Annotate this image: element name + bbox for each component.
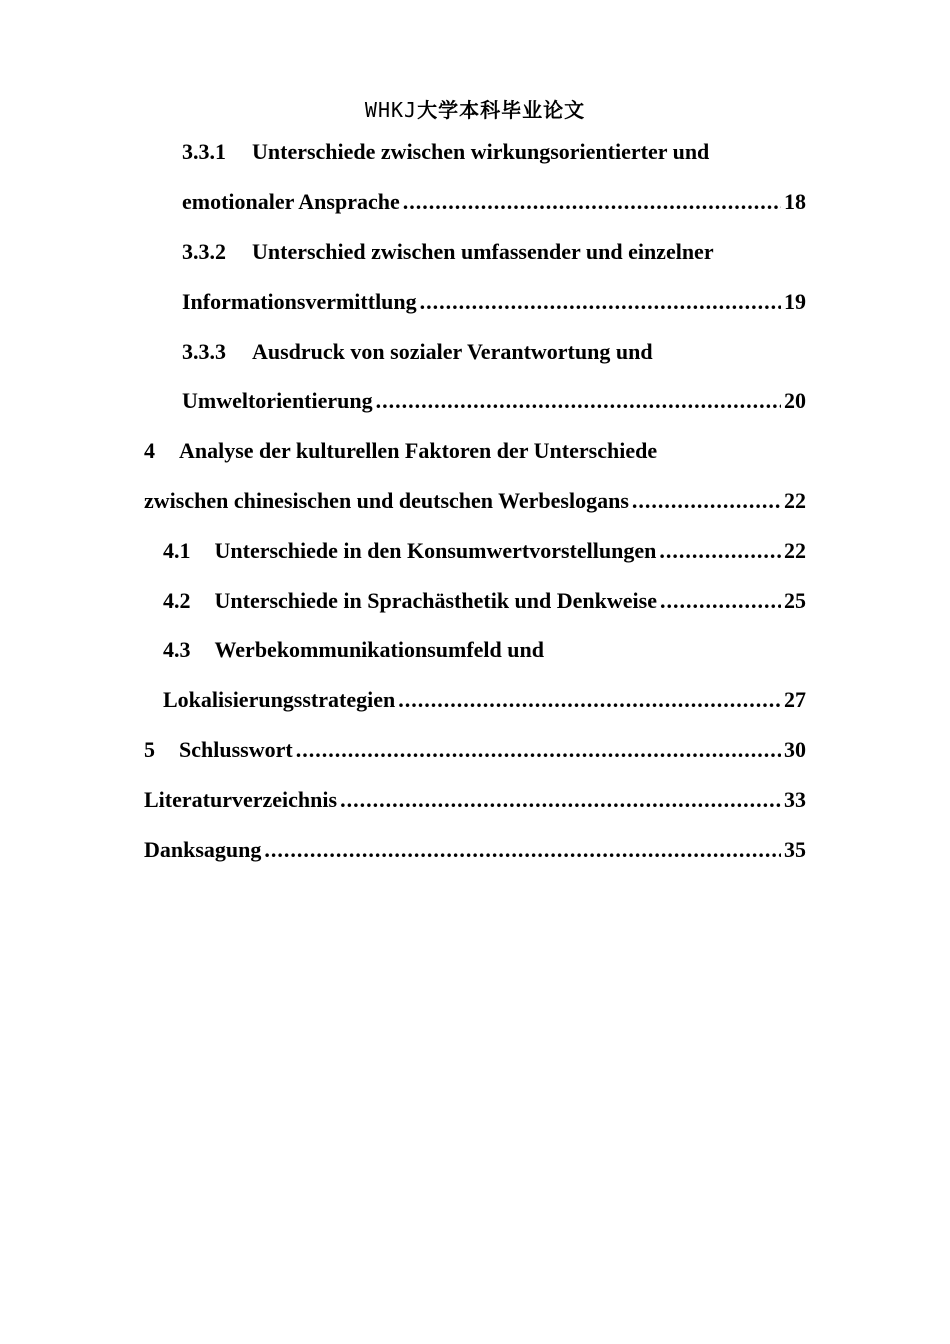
toc-title: Danksagung (144, 837, 262, 862)
toc-number: 4.3 (163, 637, 191, 662)
toc-leader-dots (398, 680, 781, 720)
toc-leader-dots (403, 182, 781, 222)
toc-title: Unterschiede in Sprachästhetik und Denkweise (214, 588, 657, 613)
toc-leader-dots (660, 581, 781, 621)
toc-title: Informationsvermittlung (182, 289, 417, 314)
toc-leader-dots (264, 830, 781, 870)
toc-title: Umweltorientierung (182, 388, 373, 413)
toc-page-number: 18 (784, 189, 806, 214)
toc-page-number: 19 (784, 289, 806, 314)
toc-title: Ausdruck von sozialer Verantwortung und (252, 339, 653, 364)
toc-title: Werbekommunikationsumfeld und (214, 637, 544, 662)
toc-number: 3.3.3 (182, 339, 226, 364)
toc-leader-dots (420, 282, 781, 322)
toc-leader-dots (632, 481, 781, 521)
toc-title: Unterschied zwischen umfassender und einzelner (252, 239, 714, 264)
toc-entry-3-3-2-line1[interactable] (182, 232, 714, 272)
toc-entry-4-2[interactable] (163, 581, 806, 621)
toc-entry-4-1[interactable] (163, 531, 806, 571)
toc-page-number: 22 (784, 488, 806, 513)
toc-entry-4-line1[interactable] (144, 431, 657, 471)
toc-title: Unterschiede in den Konsumwertvorstellungen (214, 538, 657, 563)
toc-leader-dots (376, 381, 781, 421)
toc-page-number: 25 (784, 588, 806, 613)
toc-entry-3-3-3-line1[interactable] (182, 332, 653, 372)
toc-title: Schlusswort (179, 737, 293, 762)
toc-entry-3-3-3-line2[interactable] (182, 381, 806, 421)
toc-entry-5[interactable] (144, 730, 806, 770)
toc-page-number: 22 (784, 538, 806, 563)
toc-number: 4 (144, 438, 155, 463)
toc-title: Unterschiede zwischen wirkungsorientierter und (252, 139, 710, 164)
toc-page-number: 27 (784, 687, 806, 712)
toc-entry-4-line2[interactable] (144, 481, 806, 521)
toc-entry-3-3-2-line2[interactable] (182, 282, 806, 322)
toc-entry-4-3-line1[interactable] (163, 630, 544, 670)
toc-entry-3-3-1-line1[interactable] (182, 132, 709, 172)
toc-title: emotionaler Ansprache (182, 189, 400, 214)
toc-leader-dots (296, 730, 781, 770)
header-chinese: 大学本科毕业论文 (417, 98, 586, 122)
toc-number: 3.3.2 (182, 239, 226, 264)
toc-page-number: 20 (784, 388, 806, 413)
page-header (0, 94, 950, 123)
toc-number: 5 (144, 737, 155, 762)
toc-title: Literaturverzeichnis (144, 787, 338, 812)
toc-leader-dots (659, 531, 781, 571)
toc-entry-4-3-line2[interactable] (163, 680, 806, 720)
toc-leader-dots (340, 780, 781, 820)
toc-title: Lokalisierungsstrategien (163, 687, 396, 712)
toc-entry-danksagung[interactable] (144, 830, 806, 870)
toc-number: 4.1 (163, 538, 191, 563)
toc-page-number: 30 (784, 737, 806, 762)
toc-entry-3-3-1-line2[interactable] (182, 182, 806, 222)
toc-page-number: 33 (784, 787, 806, 812)
toc-number: 3.3.1 (182, 139, 226, 164)
toc-entry-literaturverzeichnis[interactable] (144, 780, 806, 820)
toc-title: zwischen chinesischen und deutschen Werbeslogans (144, 488, 629, 513)
toc-number: 4.2 (163, 588, 191, 613)
toc-title: Analyse der kulturellen Faktoren der Unterschiede (179, 438, 658, 463)
header-latin: WHKJ (364, 98, 418, 122)
toc-page-number: 35 (784, 837, 806, 862)
